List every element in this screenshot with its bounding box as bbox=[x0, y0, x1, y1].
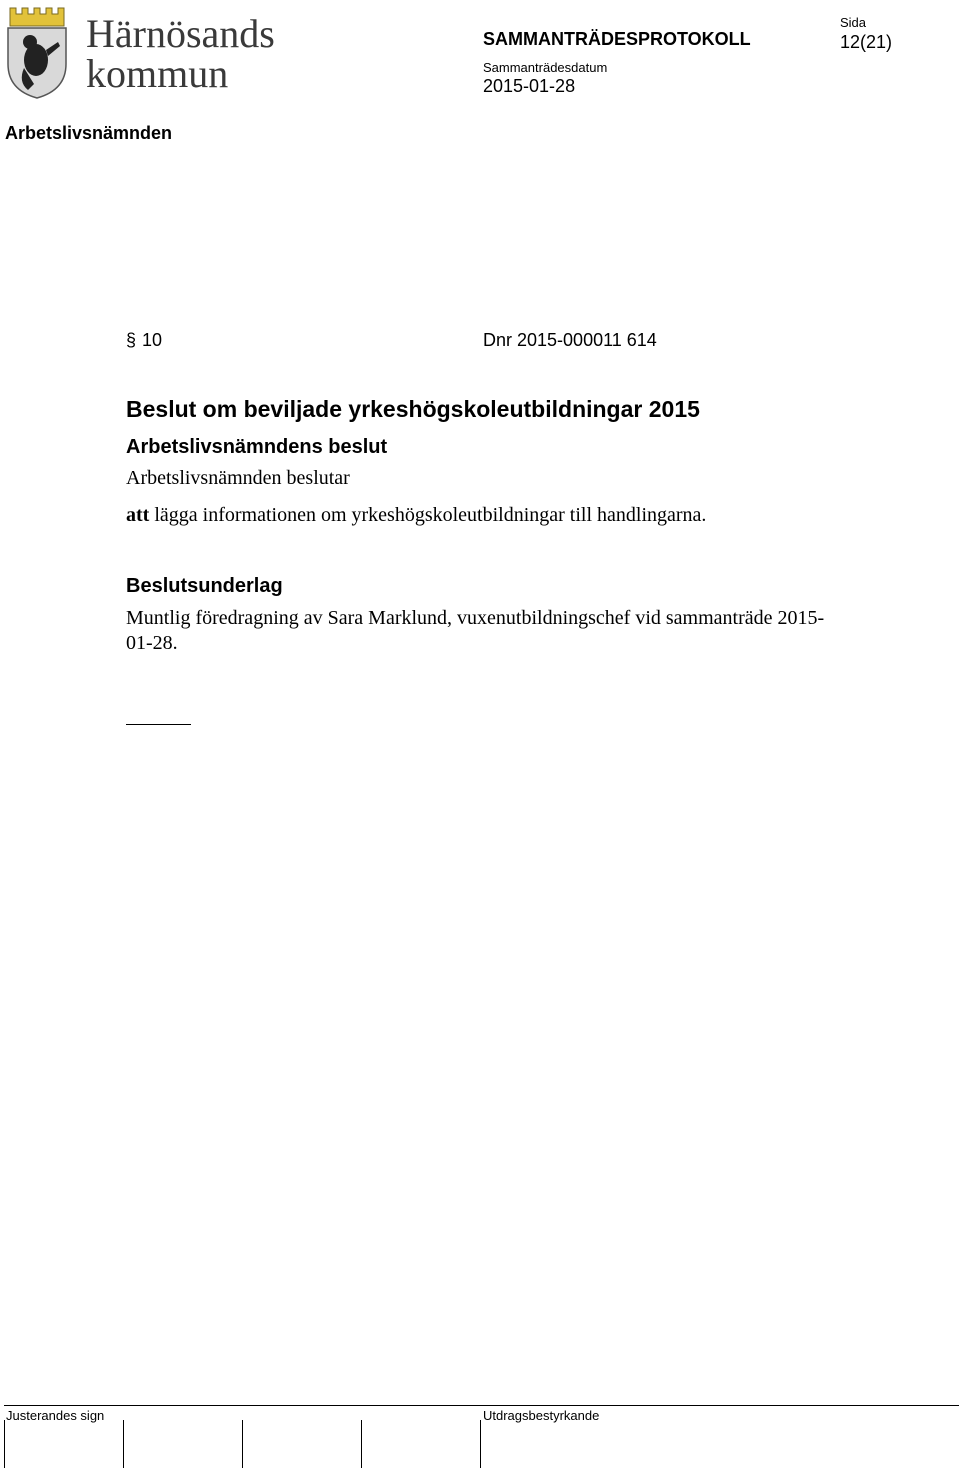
diary-number: Dnr 2015-000011 614 bbox=[483, 330, 657, 350]
footer-divider bbox=[4, 1405, 959, 1406]
item-title: Beslut om beviljade yrkeshögskoleutbildningar 2015 bbox=[126, 396, 700, 422]
section-number: 10 bbox=[142, 330, 163, 350]
extract-certifier-label: Utdragsbestyrkande bbox=[483, 1408, 600, 1423]
municipality-logo bbox=[4, 4, 284, 100]
signature-box-divider bbox=[361, 1420, 362, 1468]
signature-box-divider bbox=[123, 1420, 124, 1468]
meeting-date-label: Sammanträdesdatum bbox=[483, 60, 608, 75]
page-number: 12(21) bbox=[840, 32, 893, 52]
page-label: Sida bbox=[840, 15, 867, 30]
decision-heading: Arbetslivsnämndens beslut bbox=[126, 436, 388, 458]
decision-intro: Arbetslivsnämnden beslutar bbox=[126, 467, 350, 489]
section-symbol: § bbox=[126, 330, 137, 350]
att-keyword: att bbox=[126, 504, 150, 526]
signature-box-divider bbox=[242, 1420, 243, 1468]
document-type: SAMMANTRÄDESPROTOKOLL bbox=[483, 29, 751, 49]
signature-label: Justerandes sign bbox=[6, 1408, 105, 1423]
basis-text: Muntlig föredragning av Sara Marklund, vuxenutbildningschef vid sammanträde 2015-01-28. bbox=[126, 607, 825, 654]
signature-box-divider bbox=[480, 1420, 481, 1468]
logo-line-2: kommun bbox=[86, 51, 229, 96]
coat-of-arms-icon bbox=[4, 4, 80, 100]
logo-wordmark bbox=[86, 11, 275, 96]
decision-text: lägga informationen om yrkeshögskoleutbildningar till handlingarna. bbox=[149, 504, 707, 526]
end-rule bbox=[126, 724, 191, 725]
decision-clause bbox=[126, 504, 706, 527]
meeting-date: 2015-01-28 bbox=[483, 76, 576, 96]
signature-box-divider bbox=[4, 1420, 5, 1468]
basis-heading: Beslutsunderlag bbox=[126, 575, 283, 597]
logo-line-1: Härnösands bbox=[86, 11, 275, 56]
board-name: Arbetslivsnämnden bbox=[5, 123, 173, 143]
